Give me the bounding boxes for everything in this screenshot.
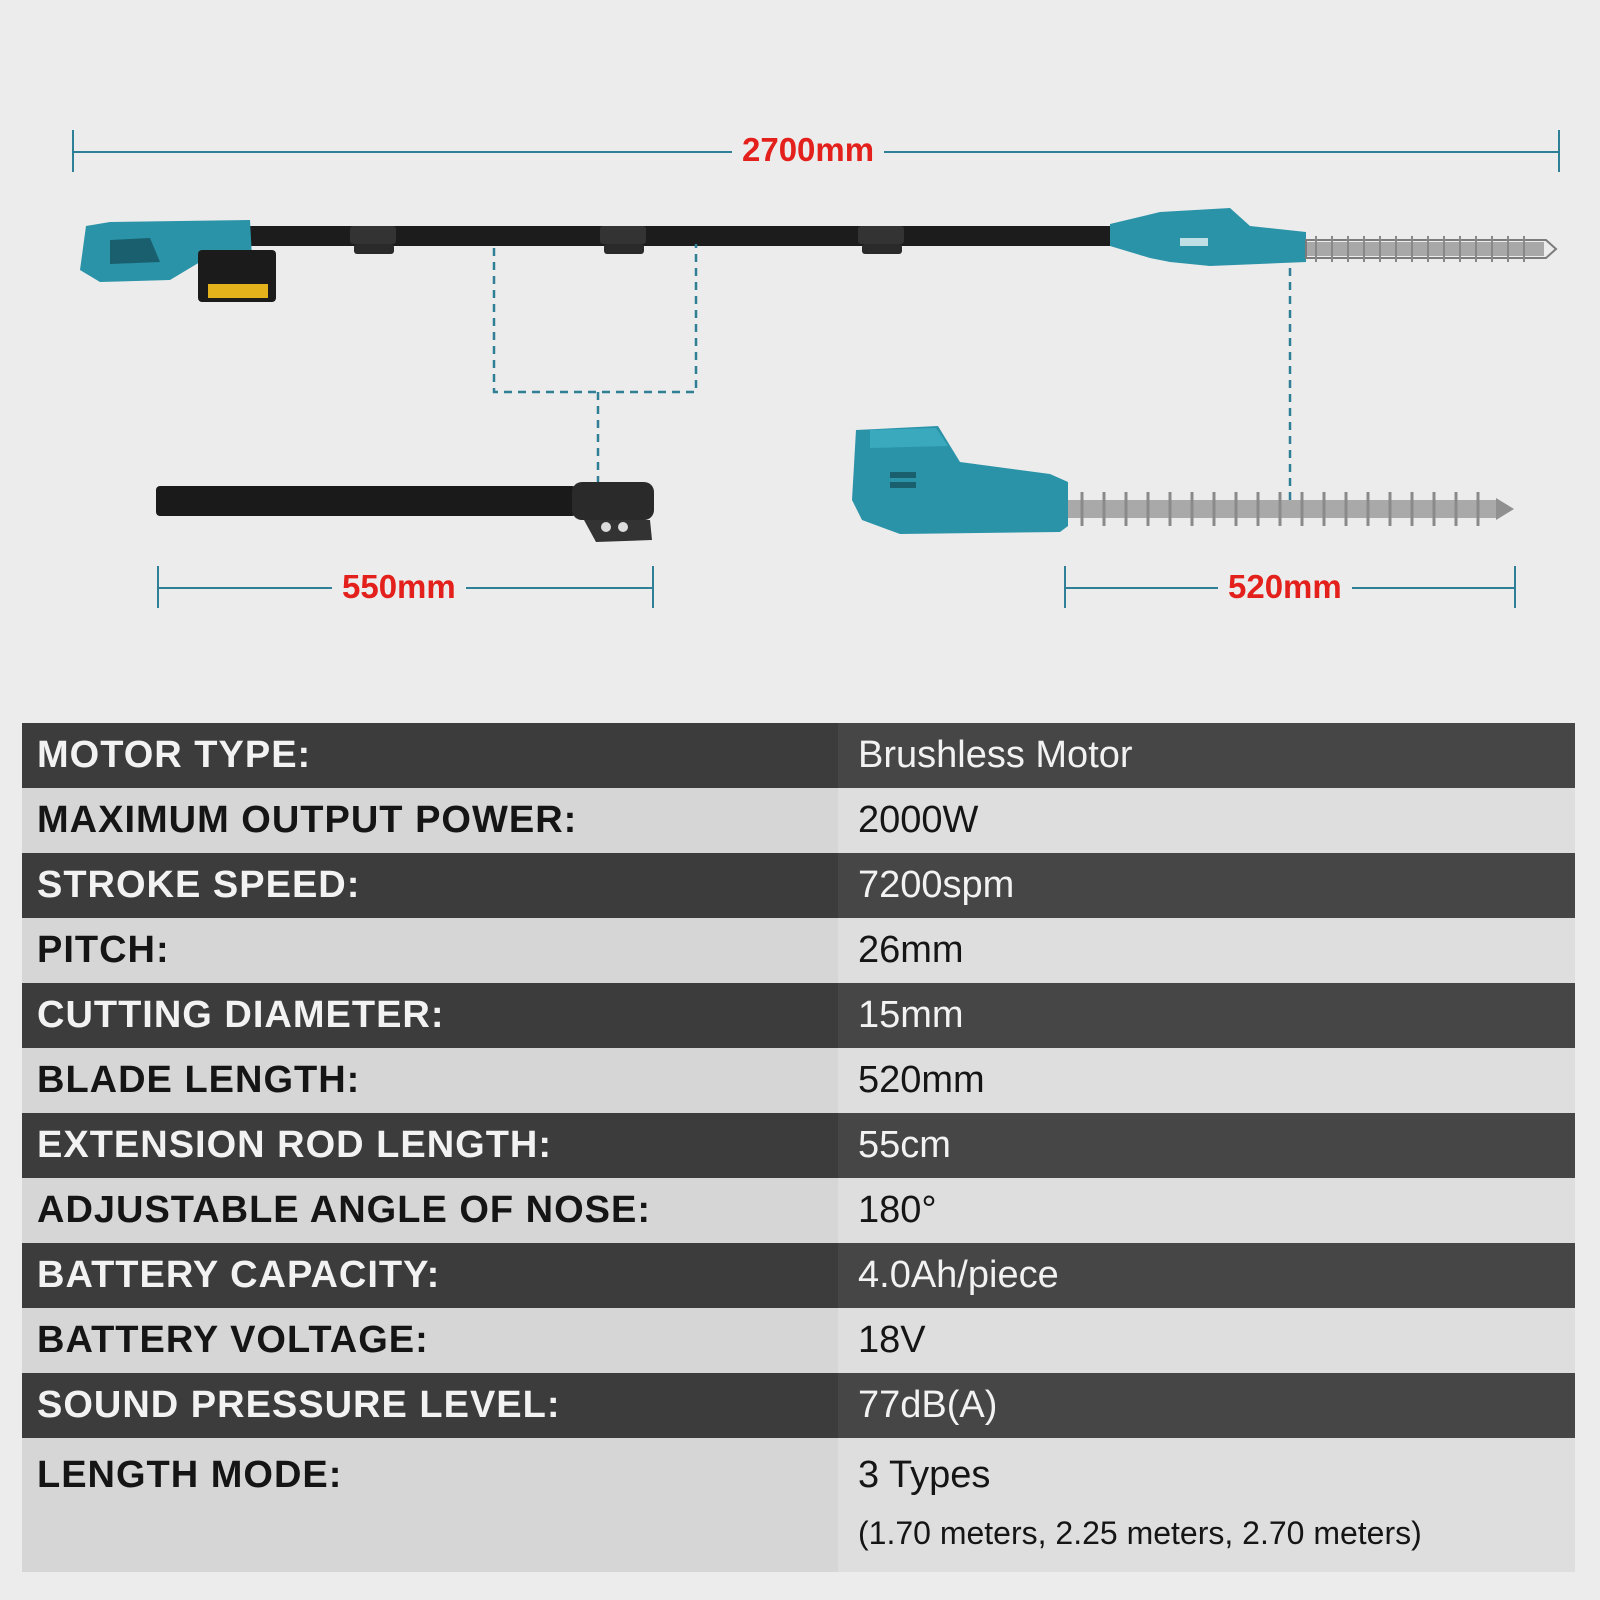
spec-row <box>22 1113 1575 1178</box>
spec-label: ADJUSTABLE ANGLE OF NOSE: <box>22 1178 838 1243</box>
trimmer-head-icon <box>852 426 1514 534</box>
spec-row <box>22 1373 1575 1438</box>
spec-value: 4.0Ah/piece <box>838 1243 1575 1308</box>
diagram-svg <box>0 0 1600 700</box>
total-length-label: 2700mm <box>732 130 884 170</box>
spec-label: MAXIMUM OUTPUT POWER: <box>22 788 838 853</box>
spec-label: SOUND PRESSURE LEVEL: <box>22 1373 838 1438</box>
spec-value-cell <box>838 1438 1575 1572</box>
spec-value: 180° <box>838 1178 1575 1243</box>
spec-row <box>22 788 1575 853</box>
product-diagram <box>0 0 1600 700</box>
blade-length-label: 520mm <box>1218 567 1352 607</box>
spec-value: 15mm <box>838 983 1575 1048</box>
spec-value: 55cm <box>838 1113 1575 1178</box>
rod-callout-lines <box>494 244 696 486</box>
spec-value: 520mm <box>838 1048 1575 1113</box>
spec-value: 26mm <box>838 918 1575 983</box>
spec-row <box>22 918 1575 983</box>
spec-value: 77dB(A) <box>838 1373 1575 1438</box>
spec-label: LENGTH MODE: <box>22 1438 838 1572</box>
specifications-table <box>22 723 1575 1572</box>
spec-value: 2000W <box>838 788 1575 853</box>
spec-value: 3 Types <box>858 1454 991 1496</box>
spec-row <box>22 1438 1575 1572</box>
spec-row <box>22 1243 1575 1308</box>
spec-row <box>22 1178 1575 1243</box>
spec-label: STROKE SPEED: <box>22 853 838 918</box>
rod-length-label: 550mm <box>332 567 466 607</box>
extension-rod-icon <box>156 482 654 542</box>
spec-value-note: (1.70 meters, 2.25 meters, 2.70 meters) <box>858 1515 1422 1551</box>
spec-row <box>22 723 1575 788</box>
spec-value: 7200spm <box>838 853 1575 918</box>
spec-label: PITCH: <box>22 918 838 983</box>
spec-label: BATTERY CAPACITY: <box>22 1243 838 1308</box>
spec-row <box>22 1308 1575 1373</box>
pole-hedge-trimmer-icon <box>80 208 1556 302</box>
spec-label: BATTERY VOLTAGE: <box>22 1308 838 1373</box>
spec-row <box>22 1048 1575 1113</box>
spec-value: 18V <box>838 1308 1575 1373</box>
spec-label: BLADE LENGTH: <box>22 1048 838 1113</box>
spec-row <box>22 853 1575 918</box>
spec-label: EXTENSION ROD LENGTH: <box>22 1113 838 1178</box>
spec-label: MOTOR TYPE: <box>22 723 838 788</box>
spec-value: Brushless Motor <box>838 723 1575 788</box>
spec-label: CUTTING DIAMETER: <box>22 983 838 1048</box>
spec-row <box>22 983 1575 1048</box>
